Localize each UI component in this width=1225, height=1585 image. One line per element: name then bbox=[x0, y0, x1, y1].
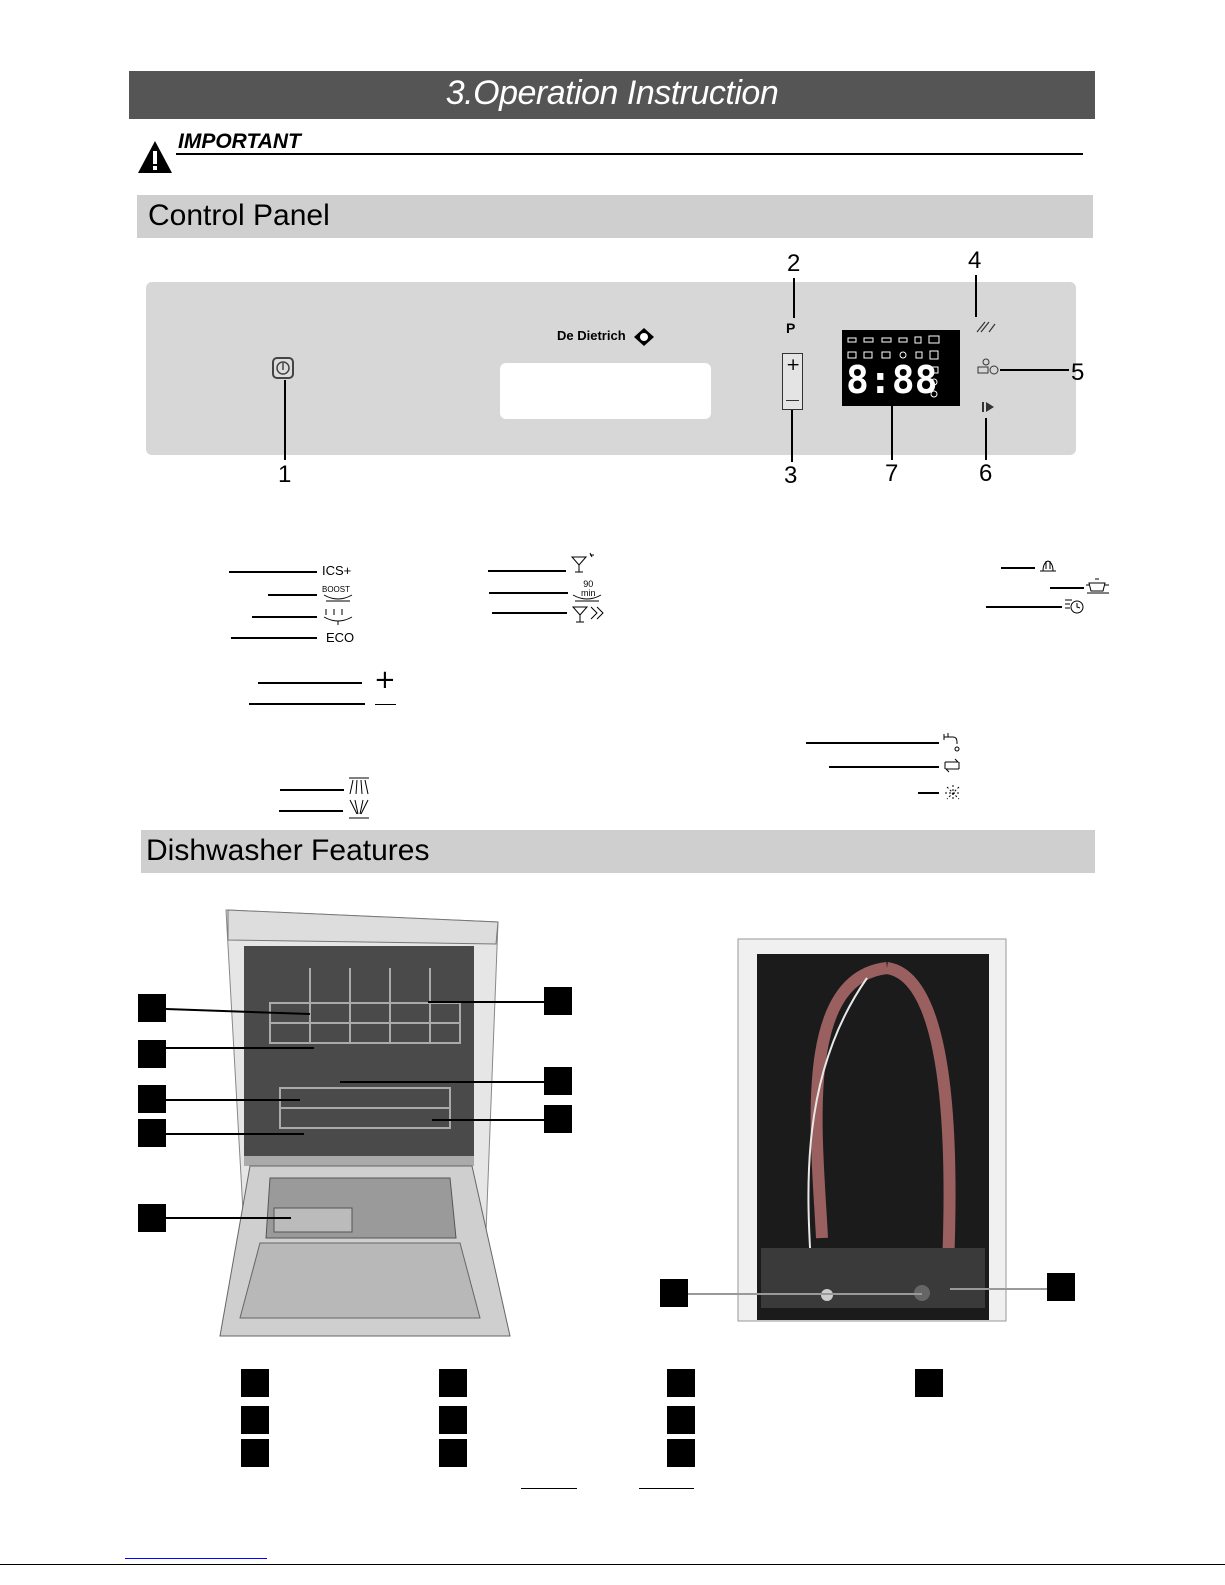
legend-marker bbox=[667, 1439, 695, 1467]
minus-symbol bbox=[375, 704, 396, 705]
section-title-features: Dishwasher Features bbox=[146, 834, 430, 867]
callout-4: 4 bbox=[968, 247, 982, 274]
section-bar-features bbox=[141, 830, 1095, 873]
plus-symbol: + bbox=[374, 665, 396, 695]
quick-wash-icon bbox=[571, 603, 607, 625]
legend-line-minus bbox=[249, 703, 365, 705]
legend-line-tap bbox=[806, 742, 939, 744]
water-tap-icon bbox=[941, 732, 963, 754]
dishwasher-back-photo bbox=[737, 938, 1007, 1322]
legend-marker bbox=[241, 1439, 269, 1467]
link-underline[interactable] bbox=[125, 1558, 267, 1559]
plus-label: + bbox=[786, 355, 801, 375]
marker-line bbox=[950, 1288, 1047, 1290]
display-screen bbox=[842, 330, 960, 406]
feature-marker bbox=[1047, 1273, 1075, 1301]
multi-zone-icon bbox=[976, 357, 1000, 377]
start-icon bbox=[981, 400, 995, 414]
leader-5 bbox=[1000, 369, 1069, 371]
legend-line-delay bbox=[986, 606, 1062, 608]
lower-spray-icon bbox=[347, 798, 371, 820]
ics-plus-label: ICS+ bbox=[322, 563, 352, 578]
underline-rule bbox=[521, 1488, 577, 1489]
marker-line bbox=[688, 1293, 922, 1295]
feature-marker bbox=[660, 1279, 688, 1307]
page-title: 3.Operation Instruction bbox=[445, 74, 779, 112]
callout-1: 1 bbox=[278, 461, 292, 488]
salt-icon bbox=[943, 784, 963, 802]
boost-label: BOOST bbox=[322, 585, 351, 594]
feature-marker bbox=[138, 1204, 166, 1232]
half-load-icon bbox=[975, 320, 997, 334]
glass-care-icon bbox=[570, 551, 600, 575]
callout-7: 7 bbox=[885, 460, 899, 487]
legend-line-upper-spray bbox=[280, 789, 344, 791]
leader-7 bbox=[891, 406, 893, 460]
legend-marker bbox=[667, 1369, 695, 1397]
legend-line-rinse bbox=[829, 766, 939, 768]
boost-icon bbox=[322, 593, 354, 603]
feature-marker bbox=[138, 1040, 166, 1068]
section-bar-control-panel bbox=[137, 195, 1093, 238]
legend-marker bbox=[439, 1369, 467, 1397]
legend-marker bbox=[439, 1406, 467, 1434]
page-bottom-rule bbox=[0, 1564, 1225, 1565]
feature-marker bbox=[138, 1085, 166, 1113]
underline-rule bbox=[639, 1488, 694, 1489]
feature-marker bbox=[544, 1067, 572, 1095]
power-icon bbox=[274, 359, 292, 377]
legend-marker bbox=[241, 1406, 269, 1434]
label-min: min bbox=[581, 588, 596, 598]
legend-line-lower-spray bbox=[279, 810, 343, 812]
feature-marker bbox=[138, 994, 166, 1022]
marker-line bbox=[432, 1119, 544, 1121]
marker-line bbox=[166, 1047, 314, 1049]
delay-icon bbox=[1064, 596, 1086, 616]
program-key-label: P bbox=[786, 320, 796, 336]
legend-line-eco bbox=[231, 637, 317, 639]
important-rule bbox=[176, 153, 1083, 155]
legend-line-ics bbox=[229, 571, 317, 573]
power-button bbox=[272, 357, 294, 379]
legend-line-boost bbox=[268, 594, 317, 596]
feature-marker bbox=[544, 1105, 572, 1133]
legend-line-quick bbox=[492, 612, 567, 614]
section-title-control-panel: Control Panel bbox=[148, 199, 330, 232]
auto-program-icon bbox=[322, 607, 354, 625]
marker-line bbox=[340, 1081, 544, 1083]
intensive-zone-icon bbox=[1037, 557, 1059, 575]
plus-minus-key bbox=[782, 353, 803, 410]
leader-6 bbox=[985, 418, 987, 460]
legend-line-intensive-zone bbox=[1001, 567, 1035, 569]
brand-logo-icon bbox=[634, 328, 654, 346]
legend-marker bbox=[241, 1369, 269, 1397]
legend-line-plus bbox=[258, 682, 362, 684]
upper-spray-icon bbox=[347, 776, 371, 796]
brand-logo-text: De Dietrich bbox=[557, 328, 626, 343]
legend-line-pot bbox=[1050, 587, 1084, 589]
leader-4 bbox=[975, 275, 977, 317]
marker-line bbox=[166, 1133, 304, 1135]
leader-2 bbox=[793, 278, 795, 318]
legend-marker bbox=[667, 1406, 695, 1434]
legend-line-90min bbox=[489, 592, 568, 594]
rinse-aid-icon bbox=[941, 755, 963, 777]
legend-marker bbox=[439, 1439, 467, 1467]
legend-line-auto bbox=[252, 616, 317, 618]
callout-6: 6 bbox=[979, 460, 993, 487]
legend-line-salt bbox=[918, 792, 939, 794]
panel-window bbox=[500, 363, 711, 419]
90min-icon bbox=[571, 591, 603, 603]
callout-5: 5 bbox=[1071, 359, 1085, 386]
eco-label: ECO bbox=[326, 630, 355, 645]
label-90: 90 bbox=[583, 579, 594, 589]
marker-line bbox=[428, 1001, 544, 1003]
marker-line bbox=[166, 1099, 300, 1101]
leader-1 bbox=[284, 380, 286, 460]
feature-marker bbox=[544, 987, 572, 1015]
callout-3: 3 bbox=[784, 462, 798, 489]
display-digits: 8:88 bbox=[846, 358, 938, 402]
main-title-bar bbox=[129, 71, 1095, 119]
minus-mark bbox=[786, 400, 799, 401]
pot-icon bbox=[1085, 575, 1111, 595]
dishwasher-front-photo bbox=[210, 908, 520, 1364]
callout-2: 2 bbox=[787, 250, 801, 277]
important-heading: IMPORTANT bbox=[178, 130, 301, 153]
legend-marker bbox=[915, 1369, 943, 1397]
marker-line bbox=[166, 1217, 291, 1219]
warning-icon bbox=[136, 139, 174, 175]
feature-marker bbox=[138, 1119, 166, 1147]
legend-line-glass bbox=[488, 570, 566, 572]
leader-3 bbox=[791, 410, 793, 462]
